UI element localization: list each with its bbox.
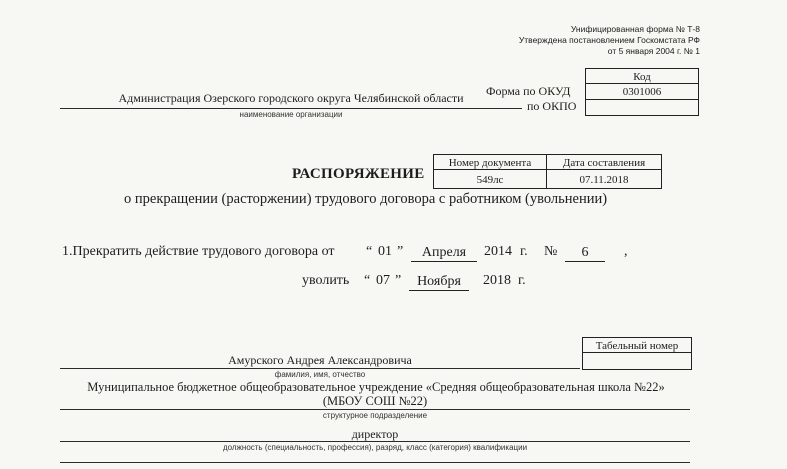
employee-name-caption: фамилия, имя, отчество [274, 370, 366, 379]
okpo-label: по ОКПО [527, 99, 577, 113]
contract-year: 2014 [484, 244, 512, 259]
position-title: директор [351, 427, 399, 441]
contract-comma: , [624, 244, 628, 259]
organization-caption: наименование организации [239, 110, 343, 119]
contract-number-label: № [544, 244, 558, 259]
contract-year-suffix: г. [520, 244, 528, 259]
department-line2: (МБОУ СОШ №22) [322, 394, 428, 408]
dismiss-day: 07 [376, 273, 390, 288]
department-line1: Муниципальное бюджетное общеобразовательное учреждение «Средняя общеобразовательная школа №22» [87, 380, 665, 394]
position-caption: должность (специальность, профессия), разряд, класс (категория) квалификации [222, 443, 528, 452]
okud-label: Форма по ОКУД [486, 84, 571, 98]
dismiss-close-quote: ” [395, 273, 402, 288]
tab-number-header: Табельный номер [582, 337, 692, 353]
department-caption: структурное подразделение [322, 411, 428, 420]
contract-month: Апреля [411, 244, 477, 262]
dismiss-prefix: уволить [302, 273, 350, 288]
termination-prefix: 1.Прекратить действие трудового договора от [62, 244, 335, 259]
document-title: РАСПОРЯЖЕНИЕ [292, 166, 425, 182]
code-header: Код [585, 68, 699, 84]
document-subtitle: о прекращении (расторжении) трудового договора с работником (увольнении) [124, 191, 608, 207]
contract-close-quote: ” [397, 244, 404, 259]
tab-number-value [582, 352, 692, 370]
doc-date-value: 07.11.2018 [546, 169, 662, 189]
organization-name: Администрация Озерского городского округа Челябинской области [118, 91, 464, 105]
approval-date: от 5 января 2004 г. № 1 [607, 46, 700, 56]
contract-day: 01 [378, 244, 392, 259]
doc-number-header: Номер документа [433, 154, 547, 170]
dismiss-year: 2018 [483, 273, 511, 288]
contract-open-quote: “ [366, 244, 373, 259]
form-name: Унифицированная форма № Т-8 [570, 24, 700, 34]
contract-number: 6 [565, 244, 605, 262]
okud-value: 0301006 [585, 83, 699, 100]
doc-date-header: Дата составления [546, 154, 662, 170]
dismiss-month: Ноября [409, 273, 469, 291]
okpo-value [585, 99, 699, 116]
employee-full-name: Амурского Андрея Александровича [228, 353, 412, 367]
dismiss-open-quote: “ [364, 273, 371, 288]
dismiss-year-suffix: г. [518, 273, 526, 288]
approval-text: Утверждена постановлением Госкомстата РФ [518, 35, 700, 45]
doc-number-value: 549лс [433, 169, 547, 189]
